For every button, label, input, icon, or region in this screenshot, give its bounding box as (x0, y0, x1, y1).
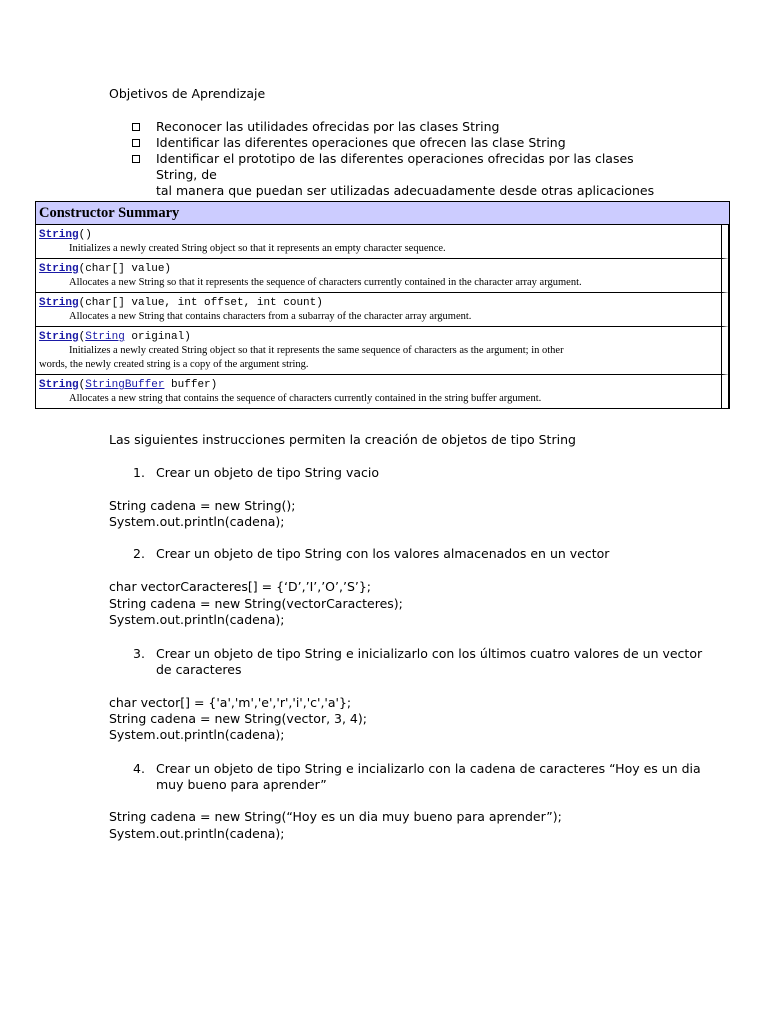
step-text: Crear un objeto de tipo String vacio (156, 465, 379, 480)
table-row (36, 327, 729, 375)
table-row (36, 259, 729, 293)
objective-item: Identificar el prototipo de las diferentes operaciones ofrecidas por las clases String, de (132, 151, 672, 183)
constructor-signature: String(char[] value) (39, 263, 172, 275)
constructor-link[interactable]: String (39, 297, 79, 309)
constructor-description: Initializes a newly created String object so that it represents the same sequence of characters as the argument; in other (69, 345, 564, 356)
table-row (36, 293, 729, 327)
constructor-description-wrap: words, the newly created string is a copy of the argument string. (39, 359, 309, 370)
objectives-list (132, 119, 672, 199)
step-text: Crear un objeto de tipo String e incializarlo con la cadena de caracteres “Hoy es un dia (156, 761, 701, 776)
constructor-description: Allocates a new String so that it represents the sequence of characters currently contained in the character array argument. (69, 277, 582, 288)
bullet-square-icon (132, 139, 140, 147)
constructor-signature: String(String original) (39, 331, 191, 343)
step-number: 1. (133, 465, 145, 480)
objective-item: Reconocer las utilidades ofrecidas por las clases String (132, 119, 672, 135)
constructor-description: Initializes a newly created String object so that it represents an empty character sequence. (69, 243, 446, 254)
constructor-signature: String(char[] value, int offset, int count) (39, 297, 323, 309)
objective-item: Identificar las diferentes operaciones que ofrecen las clase String (132, 135, 672, 151)
constructor-summary-table (35, 201, 730, 409)
code-line: System.out.println(cadena); (109, 612, 285, 627)
code-line: char vectorCaracteres[] = {‘D’,’I’,’O’,’S’}; (109, 579, 372, 594)
code-line: String cadena = new String(); (109, 498, 296, 513)
constructor-link[interactable]: String (39, 263, 79, 275)
constructor-description: Allocates a new String that contains characters from a subarray of the character array argument. (69, 311, 472, 322)
constructor-signature: String() (39, 229, 92, 241)
code-line: String cadena = new String(vectorCaracteres); (109, 596, 403, 611)
step-number: 4. (133, 761, 145, 776)
intro-text: Las siguientes instrucciones permiten la creación de objetos de tipo String (109, 432, 576, 447)
param-type-link[interactable]: String (85, 331, 125, 343)
step-number: 3. (133, 646, 145, 661)
table-row (36, 225, 729, 259)
constructor-description: Allocates a new string that contains the sequence of characters currently contained in the string buffer argument. (69, 393, 542, 404)
code-line: System.out.println(cadena); (109, 826, 285, 841)
bullet-square-icon (132, 155, 140, 163)
code-line: String cadena = new String(“Hoy es un dia muy bueno para aprender”); (109, 809, 562, 824)
step-text: Crear un objeto de tipo String con los valores almacenados en un vector (156, 546, 610, 561)
table-row (36, 375, 729, 408)
constructor-link[interactable]: String (39, 331, 79, 343)
objective-item-continuation: tal manera que puedan ser utilizadas adecuadamente desde otras aplicaciones (156, 183, 655, 198)
code-line: char vector[] = {'a','m','e','r','i','c','a'}; (109, 695, 352, 710)
constructor-link[interactable]: String (39, 379, 79, 391)
param-type-link[interactable]: StringBuffer (85, 379, 165, 391)
code-line: System.out.println(cadena); (109, 727, 285, 742)
section-title: Objetivos de Aprendizaje (109, 86, 266, 101)
bullet-square-icon (132, 123, 140, 131)
constructor-signature: String(StringBuffer buffer) (39, 379, 218, 391)
code-line: String cadena = new String(vector, 3, 4); (109, 711, 367, 726)
constructor-link[interactable]: String (39, 229, 79, 241)
step-text-continuation: muy bueno para aprender” (156, 777, 327, 792)
code-line: System.out.println(cadena); (109, 514, 285, 529)
step-text-continuation: de caracteres (156, 662, 242, 677)
table-header: Constructor Summary (36, 202, 729, 225)
step-number: 2. (133, 546, 145, 561)
step-text: Crear un objeto de tipo String e inicializarlo con los últimos cuatro valores de un vector (156, 646, 703, 661)
